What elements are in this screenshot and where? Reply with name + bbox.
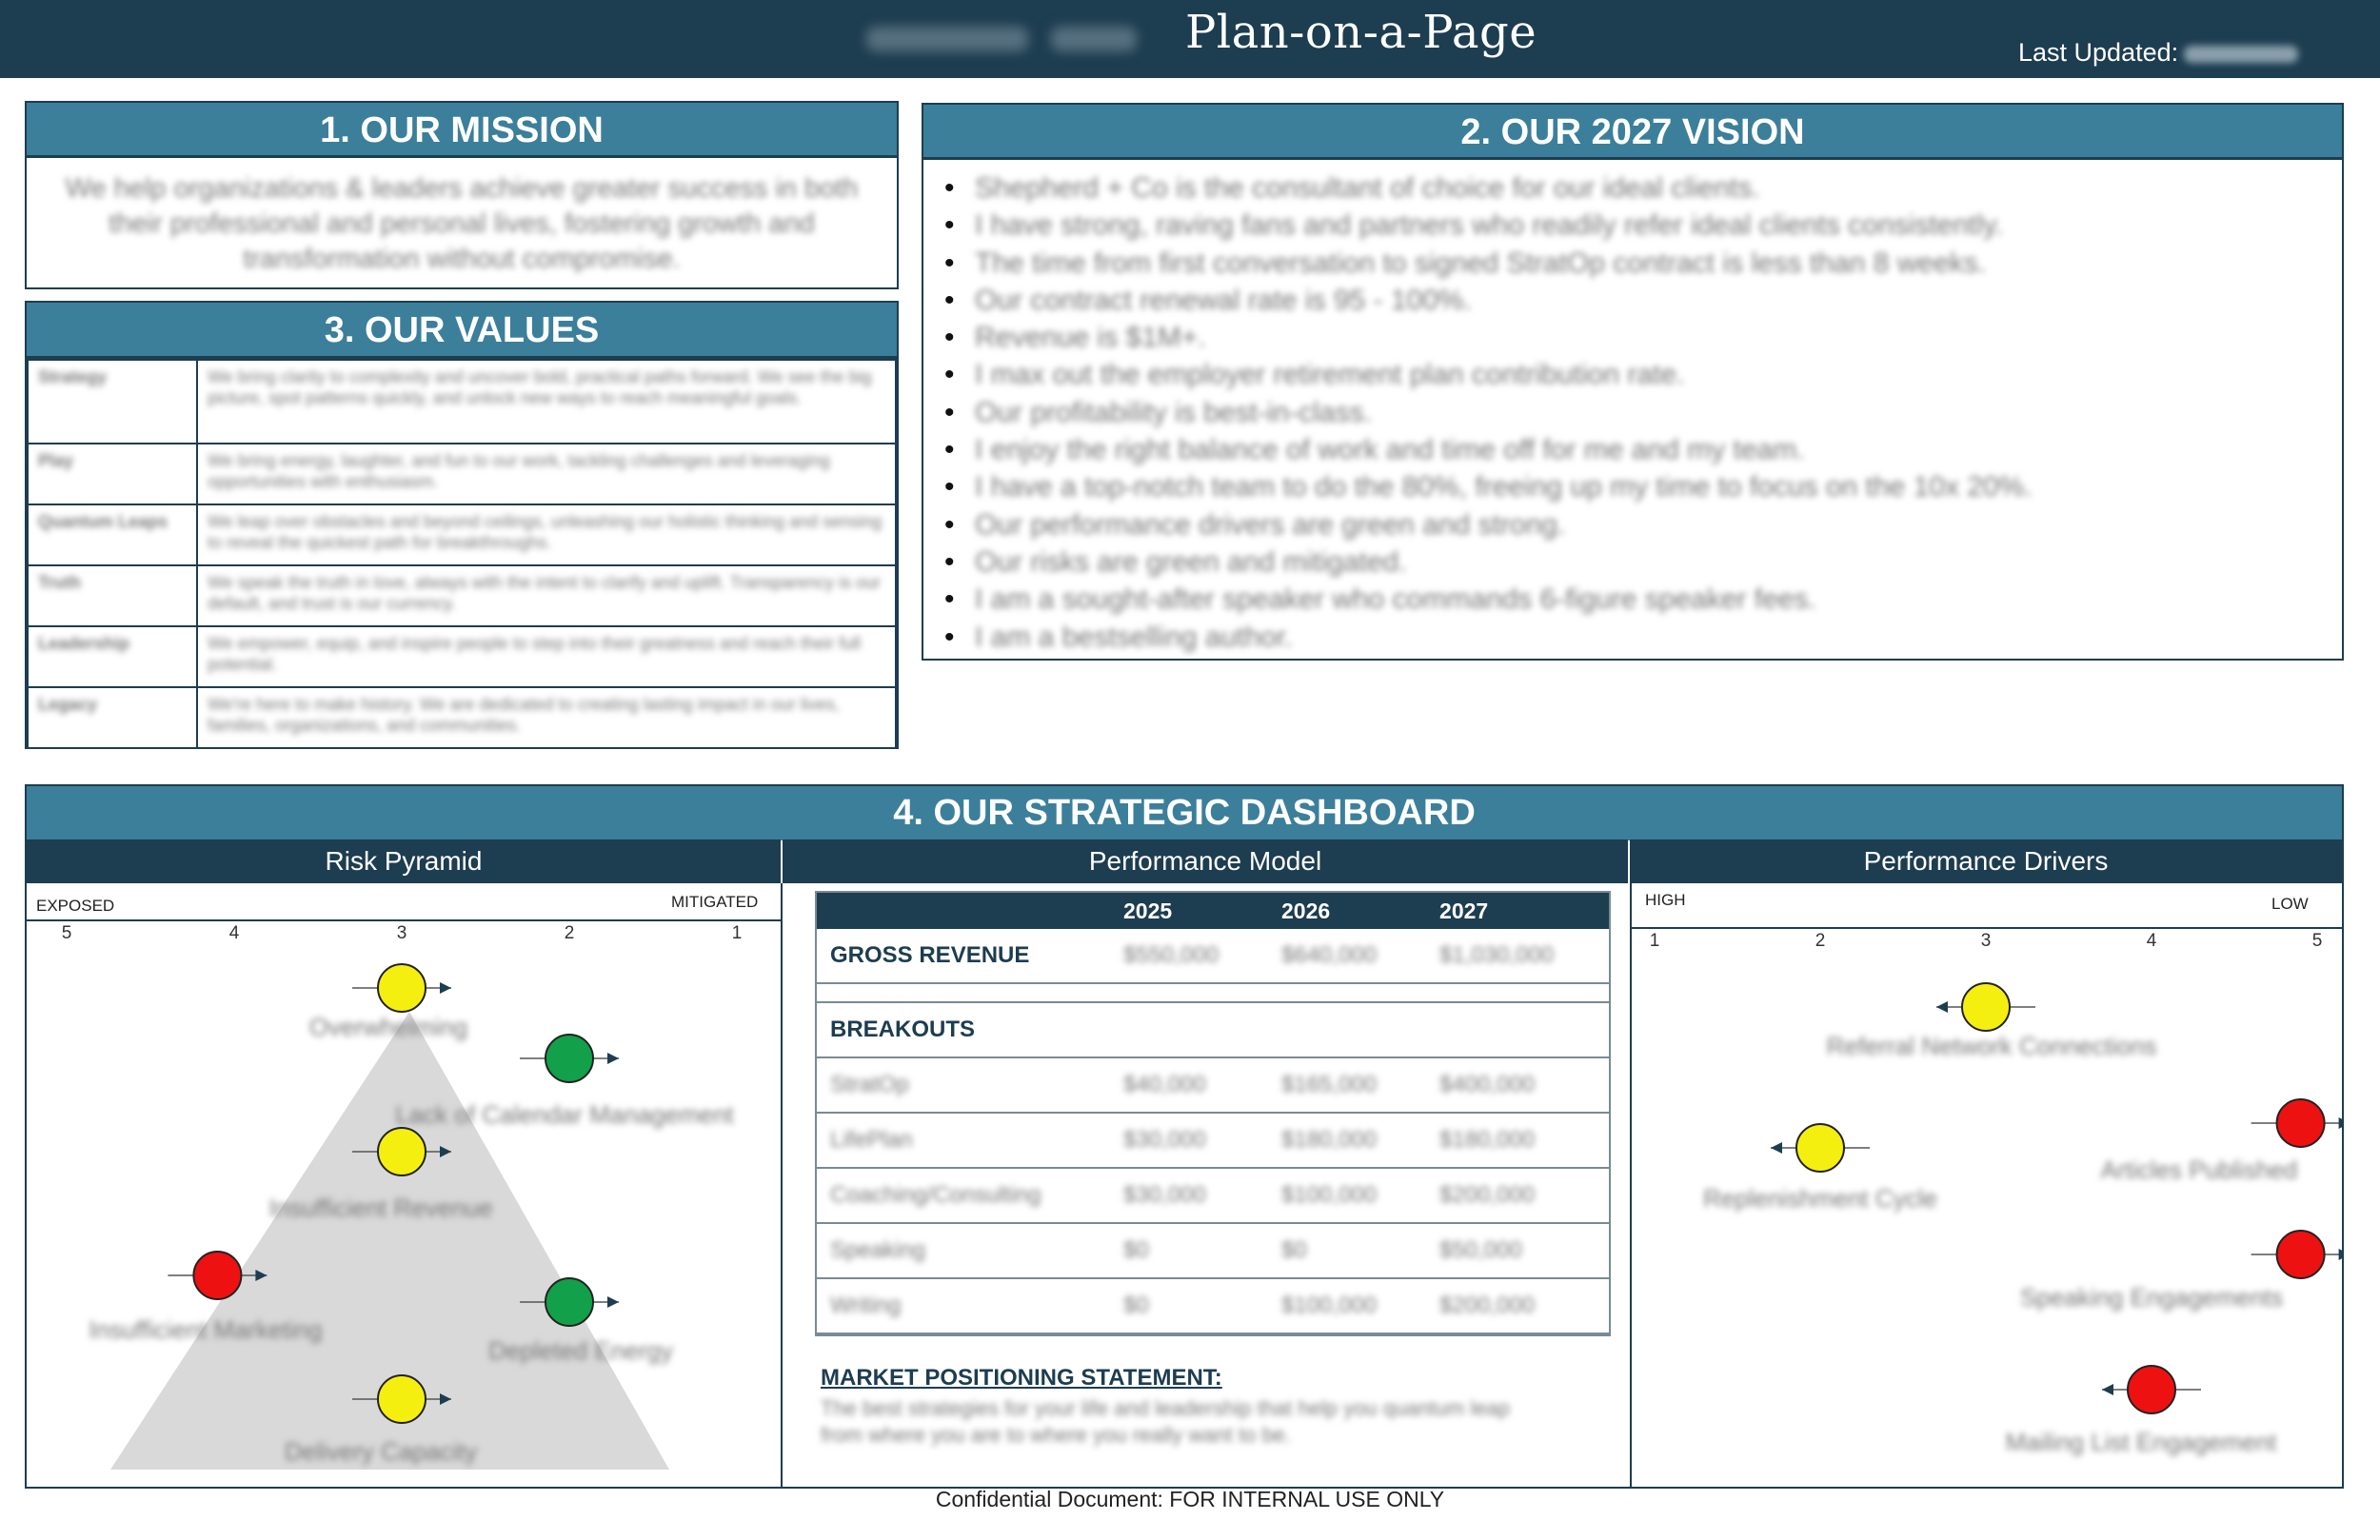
value-description <box>197 687 896 748</box>
breakout-name: Writing <box>817 1278 1110 1333</box>
value-description <box>197 626 896 687</box>
status-marker <box>193 1252 241 1299</box>
vision-item <box>944 581 2342 618</box>
performance-drivers-title: Performance Drivers <box>1630 839 2342 883</box>
vision-item-text: I have a top-notch team to do the 80%, freeing up my time to focus on the 10x 20%. <box>975 471 2033 503</box>
breakout-value: $200,000 <box>1426 1278 1609 1333</box>
vision-item <box>944 245 2342 282</box>
value-description <box>197 444 896 504</box>
value-name-text: Truth <box>38 573 81 592</box>
value-name-text: Play <box>38 451 74 470</box>
breakout-row <box>817 1168 1609 1223</box>
value-row <box>28 565 896 626</box>
mission-panel <box>25 101 899 289</box>
status-marker <box>2277 1231 2325 1278</box>
vision-item-text: I max out the employer retirement plan contribution rate. <box>975 359 1685 391</box>
value-description-text: We're here to make history. We are dedicated to creating lasting impact in our lives, families, organizations, and communities. <box>208 695 840 735</box>
breakout-name: StratOp <box>817 1057 1110 1113</box>
spacer-row <box>817 983 1609 1002</box>
risk-pyramid-chart <box>27 921 781 1489</box>
status-marker <box>1796 1124 1844 1172</box>
breakout-value: $400,000 <box>1426 1057 1609 1113</box>
gross-revenue-label: GROSS REVENUE <box>817 929 1110 983</box>
breakout-value: $200,000 <box>1426 1168 1609 1223</box>
drivers-low-label: LOW <box>2271 895 2309 913</box>
vision-item-text: Revenue is $1M+. <box>975 322 1206 354</box>
gross-revenue-value: $1,030,000 <box>1426 929 1609 983</box>
breakout-value: $180,000 <box>1426 1113 1609 1168</box>
value-name-text: Quantum Leaps <box>38 512 169 531</box>
item-label: Referral Network Connections <box>1826 1032 2157 1060</box>
value-row <box>28 360 896 444</box>
breakout-name: Speaking <box>817 1223 1110 1278</box>
value-description <box>197 504 896 565</box>
market-positioning-label: MARKET POSITIONING STATEMENT: <box>821 1365 1222 1391</box>
breakout-value: $50,000 <box>1426 1223 1609 1278</box>
vision-item <box>944 282 2342 319</box>
item-label: Lack of Calendar Management <box>395 1100 734 1129</box>
breakout-value: $0 <box>1268 1223 1426 1278</box>
value-name <box>28 504 197 565</box>
values-table <box>27 359 897 749</box>
vision-item <box>944 543 2342 581</box>
gross-revenue-value: $640,000 <box>1268 929 1426 983</box>
breakout-row <box>817 1113 1609 1168</box>
item-label: Depleted Energy <box>488 1336 673 1365</box>
performance-drivers-chart <box>1632 929 2342 1489</box>
item-label: Replenishment Cycle <box>1703 1184 1937 1213</box>
mission-heading: 1. OUR MISSION <box>27 103 897 158</box>
value-name <box>28 626 197 687</box>
trend-arrow-icon <box>1936 1001 1948 1013</box>
trend-arrow-icon <box>1771 1142 1782 1154</box>
vision-item-text: Shepherd + Co is the consultant of choice for our ideal clients. <box>975 172 1760 204</box>
value-description <box>197 360 896 444</box>
vision-item-text: Our performance drivers are green and strong. <box>975 508 1566 541</box>
item-label: Speaking Engagements <box>2019 1283 2284 1312</box>
vision-item <box>944 319 2342 356</box>
value-name-text: Legacy <box>38 695 98 714</box>
risk-exposed-label: EXPOSED <box>36 897 115 915</box>
breakout-value: $165,000 <box>1268 1057 1426 1113</box>
value-description-text: We speak the truth in love, always with the intent to clarify and uplift. Transparency is our default, and trust is our currency. <box>208 573 882 613</box>
vision-list <box>923 160 2342 656</box>
breakouts-label: BREAKOUTS <box>817 1002 1609 1057</box>
value-description <box>197 565 896 626</box>
item-label: Mailing List Engagement <box>2005 1428 2277 1456</box>
gross-revenue-value: $550,000 <box>1110 929 1268 983</box>
axis-tick-label: 2 <box>1815 931 1826 951</box>
axis-tick-label: 2 <box>564 923 575 943</box>
values-panel <box>25 301 899 749</box>
year-header: 2025 <box>1110 893 1268 929</box>
last-updated-value <box>2184 46 2298 63</box>
status-marker <box>378 964 426 1012</box>
vision-item <box>944 356 2342 393</box>
value-name <box>28 565 197 626</box>
vision-item-text: I have strong, raving fans and partners who readily refer ideal clients consistently. <box>975 209 2003 242</box>
breakout-value: $30,000 <box>1110 1168 1268 1223</box>
dashboard-heading: 4. OUR STRATEGIC DASHBOARD <box>27 786 2342 840</box>
vision-item-text: Our profitability is best-in-class. <box>975 396 1372 428</box>
gross-revenue-row <box>817 929 1609 983</box>
axis-tick-label: 1 <box>1649 931 1660 951</box>
vision-item-text: I enjoy the right balance of work and time off for me and my team. <box>975 434 1805 466</box>
last-updated <box>2018 38 2298 68</box>
breakouts-row <box>817 1002 1609 1057</box>
value-description-text: We bring clarity to complexity and uncover bold, practical paths forward. We see the big picture, spot patterns quickly, and unlock new ways to reach meaningful goals. <box>208 367 872 407</box>
performance-header-row <box>817 893 1609 929</box>
value-name <box>28 444 197 504</box>
value-row <box>28 444 896 504</box>
performance-table <box>817 893 1609 1334</box>
value-row <box>28 687 896 748</box>
last-updated-label: Last Updated: <box>2018 38 2179 67</box>
breakout-value: $100,000 <box>1268 1278 1426 1333</box>
year-header: 2026 <box>1268 893 1426 929</box>
value-name-text: Strategy <box>38 367 108 386</box>
item-label: Articles Published <box>2100 1155 2298 1184</box>
mission-text: We help organizations & leaders achieve greater success in both their professional and personal lives, fostering growth and transformation without compromise. <box>65 173 859 274</box>
drivers-high-label: HIGH <box>1645 891 1686 909</box>
risk-pyramid-title: Risk Pyramid <box>27 839 781 883</box>
axis-tick-label: 1 <box>731 923 743 943</box>
trend-arrow-icon <box>607 1053 619 1064</box>
breakout-name: Coaching/Consulting <box>817 1168 1110 1223</box>
value-description-text: We leap over obstacles and beyond ceilings, unleashing our holistic thinking and sensing to reveal the quickest path for breakthroughs. <box>208 512 883 552</box>
item-label: Insufficient Marketing <box>89 1315 323 1344</box>
column-divider <box>781 883 783 1489</box>
vision-item-text: I am a sought-after speaker who commands 6-figure speaker fees. <box>975 583 1816 616</box>
vision-item-text: The time from first conversation to signed StratOp contract is less than 8 weeks. <box>975 247 1987 279</box>
vision-item-text: Our risks are green and mitigated. <box>975 545 1407 578</box>
value-name-text: Leadership <box>38 634 130 653</box>
value-row <box>28 626 896 687</box>
item-label: Insufficient Revenue <box>268 1194 493 1222</box>
breakout-row <box>817 1223 1609 1278</box>
item-label: Overwhelming <box>308 1013 468 1041</box>
value-description-text: We bring energy, laughter, and fun to our work, tackling challenges and leveraging opportunities with enthusiasm. <box>208 451 830 491</box>
vision-item-text: Our contract renewal rate is 95 - 100%. <box>975 284 1472 316</box>
vision-panel <box>922 103 2344 661</box>
status-marker <box>2277 1099 2325 1147</box>
trend-arrow-icon <box>2339 1249 2342 1260</box>
trend-arrow-icon <box>2102 1384 2113 1395</box>
vision-item <box>944 506 2342 543</box>
breakout-value: $100,000 <box>1268 1168 1426 1223</box>
performance-model-title: Performance Model <box>783 839 1628 883</box>
vision-item <box>944 619 2342 656</box>
breakout-row <box>817 1278 1609 1333</box>
vision-item-text: I am a bestselling author. <box>975 621 1293 653</box>
status-marker <box>378 1128 426 1175</box>
vision-item <box>944 394 2342 431</box>
vision-item <box>944 207 2342 244</box>
vision-item <box>944 169 2342 207</box>
trend-arrow-icon <box>607 1296 619 1308</box>
confidential-footer: Confidential Document: FOR INTERNAL USE ONLY <box>935 1487 1445 1511</box>
breakout-value: $40,000 <box>1110 1057 1268 1113</box>
value-row <box>28 504 896 565</box>
value-name <box>28 360 197 444</box>
status-marker <box>1962 983 2010 1031</box>
market-positioning-text: The best strategies for your life and leadership that help you quantum leap from where you are to where you really want to be. <box>821 1396 1511 1447</box>
breakout-value: $0 <box>1110 1278 1268 1333</box>
axis-tick-label: 4 <box>228 923 240 943</box>
status-marker <box>545 1035 593 1082</box>
breakout-value: $180,000 <box>1268 1113 1426 1168</box>
item-label: Delivery Capacity <box>284 1437 478 1466</box>
axis-tick-label: 5 <box>2311 931 2323 951</box>
breakout-row <box>817 1057 1609 1113</box>
vision-item <box>944 468 2342 505</box>
axis-tick-label: 4 <box>2146 931 2157 951</box>
values-heading: 3. OUR VALUES <box>27 303 897 359</box>
value-description-text: We empower, equip, and inspire people to step into their greatness and reach their full potential. <box>208 634 862 674</box>
axis-tick-label: 3 <box>396 923 407 943</box>
trend-arrow-icon <box>2339 1117 2342 1129</box>
vision-heading: 2. OUR 2027 VISION <box>923 105 2342 160</box>
value-name <box>28 687 197 748</box>
breakout-value: $0 <box>1110 1223 1268 1278</box>
risk-mitigated-label: MITIGATED <box>671 893 759 911</box>
axis-tick-label: 3 <box>1980 931 1992 951</box>
company-logo <box>866 11 1180 69</box>
axis-tick-label: 5 <box>61 923 72 943</box>
status-marker <box>378 1375 426 1423</box>
status-marker <box>2128 1366 2175 1413</box>
vision-item <box>944 431 2342 468</box>
status-marker <box>545 1278 593 1326</box>
page-title: Plan-on-a-Page <box>1185 6 1537 59</box>
performance-table-frame <box>815 891 1611 1336</box>
trend-arrow-icon <box>440 982 451 994</box>
breakout-value: $30,000 <box>1110 1113 1268 1168</box>
breakout-name: LifePlan <box>817 1113 1110 1168</box>
year-header: 2027 <box>1426 893 1609 929</box>
